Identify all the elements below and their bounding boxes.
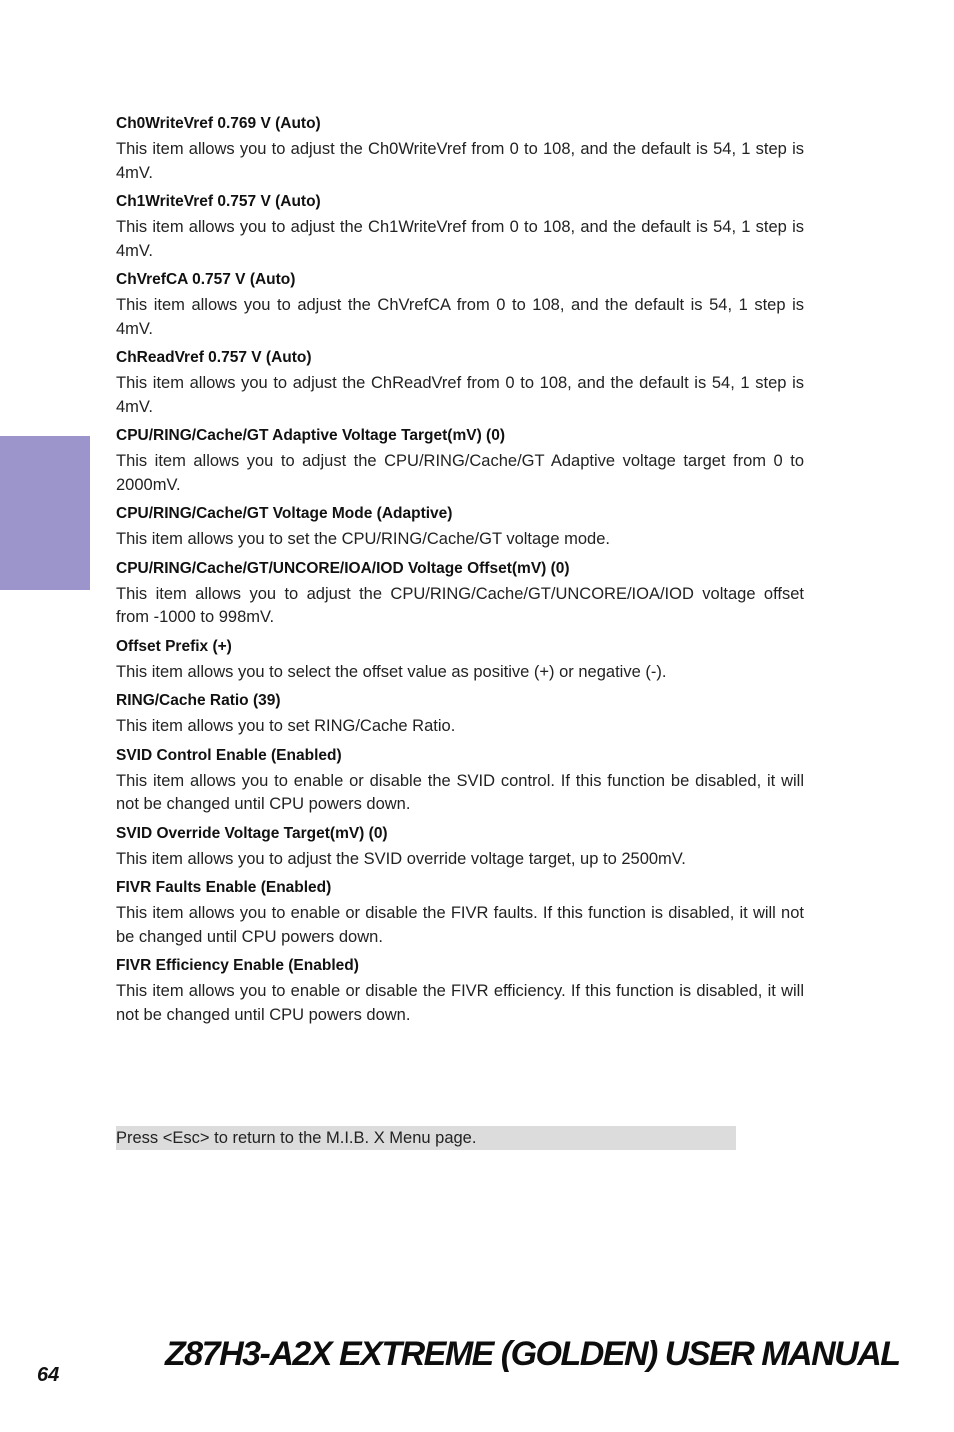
page-number: 64 <box>37 1364 60 1386</box>
item-description: This item allows you to adjust the SVID override voltage target, up to 2500mV. <box>116 849 686 868</box>
list-item <box>116 558 804 630</box>
item-title: SVID Control Enable (Enabled) <box>116 746 342 764</box>
list-item <box>116 113 804 185</box>
item-description: This item allows you to enable or disable the FIVR efficiency. If this function is disabled, it will not be changed until CPU powers down. <box>116 982 804 1024</box>
esc-note: Press <Esc> to return to the M.I.B. X Menu page. <box>116 1126 736 1150</box>
item-description: This item allows you to set RING/Cache Ratio. <box>116 717 456 735</box>
chapter-side-tab <box>0 436 90 590</box>
list-item <box>116 690 804 739</box>
item-description: This item allows you to adjust the ChVrefCA from 0 to 108, and the default is 54, 1 step is 4mV. <box>116 296 804 338</box>
list-item <box>116 425 804 497</box>
item-description: This item allows you to set the CPU/RING/Cache/GT voltage mode. <box>116 530 610 548</box>
item-title: FIVR Efficiency Enable (Enabled) <box>116 957 359 974</box>
list-item <box>116 955 804 1027</box>
item-title: FIVR Faults Enable (Enabled) <box>116 879 332 896</box>
item-description: This item allows you to enable or disable the FIVR faults. If this function is disabled, it will not be changed until CPU powers down. <box>116 904 804 946</box>
item-description: This item allows you to enable or disable the SVID control. If this function be disabled, it will not be changed until CPU powers down. <box>116 771 804 813</box>
list-item <box>116 191 804 263</box>
item-title: RING/Cache Ratio (39) <box>116 692 281 709</box>
list-item <box>116 347 804 419</box>
item-title: Ch1WriteVref 0.757 V (Auto) <box>116 193 321 210</box>
manual-title: Z87H3-A2X EXTREME (GOLDEN) USER MANUAL <box>165 1335 900 1373</box>
item-description: This item allows you to adjust the ChReadVref from 0 to 108, and the default is 54, 1 step is 4mV. <box>116 374 804 416</box>
list-item <box>116 823 804 872</box>
list-item <box>116 745 804 817</box>
item-title: CPU/RING/Cache/GT Voltage Mode (Adaptive) <box>116 505 453 522</box>
item-title: SVID Override Voltage Target(mV) (0) <box>116 824 388 842</box>
list-item <box>116 877 804 949</box>
item-title: Offset Prefix (+) <box>116 637 232 655</box>
item-title: CPU/RING/Cache/GT Adaptive Voltage Target(mV) (0) <box>116 427 505 444</box>
list-item <box>116 503 804 552</box>
item-description: This item allows you to adjust the CPU/RING/Cache/GT Adaptive voltage target from 0 to 2000mV. <box>116 452 804 494</box>
item-description: This item allows you to adjust the CPU/RING/Cache/GT/UNCORE/IOA/IOD voltage offset from -1000 to 998mV. <box>116 584 804 626</box>
item-title: CPU/RING/Cache/GT/UNCORE/IOA/IOD Voltage Offset(mV) (0) <box>116 559 570 577</box>
settings-description-list <box>116 113 804 1033</box>
list-item <box>116 636 804 685</box>
item-title: Ch0WriteVref 0.769 V (Auto) <box>116 115 321 132</box>
list-item <box>116 269 804 341</box>
item-title: ChVrefCA 0.757 V (Auto) <box>116 271 296 288</box>
item-description: This item allows you to select the offset value as positive (+) or negative (-). <box>116 662 667 681</box>
item-description: This item allows you to adjust the Ch0WriteVref from 0 to 108, and the default is 54, 1 step is 4mV. <box>116 140 804 182</box>
item-description: This item allows you to adjust the Ch1WriteVref from 0 to 108, and the default is 54, 1 step is 4mV. <box>116 218 804 260</box>
item-title: ChReadVref 0.757 V (Auto) <box>116 349 312 366</box>
